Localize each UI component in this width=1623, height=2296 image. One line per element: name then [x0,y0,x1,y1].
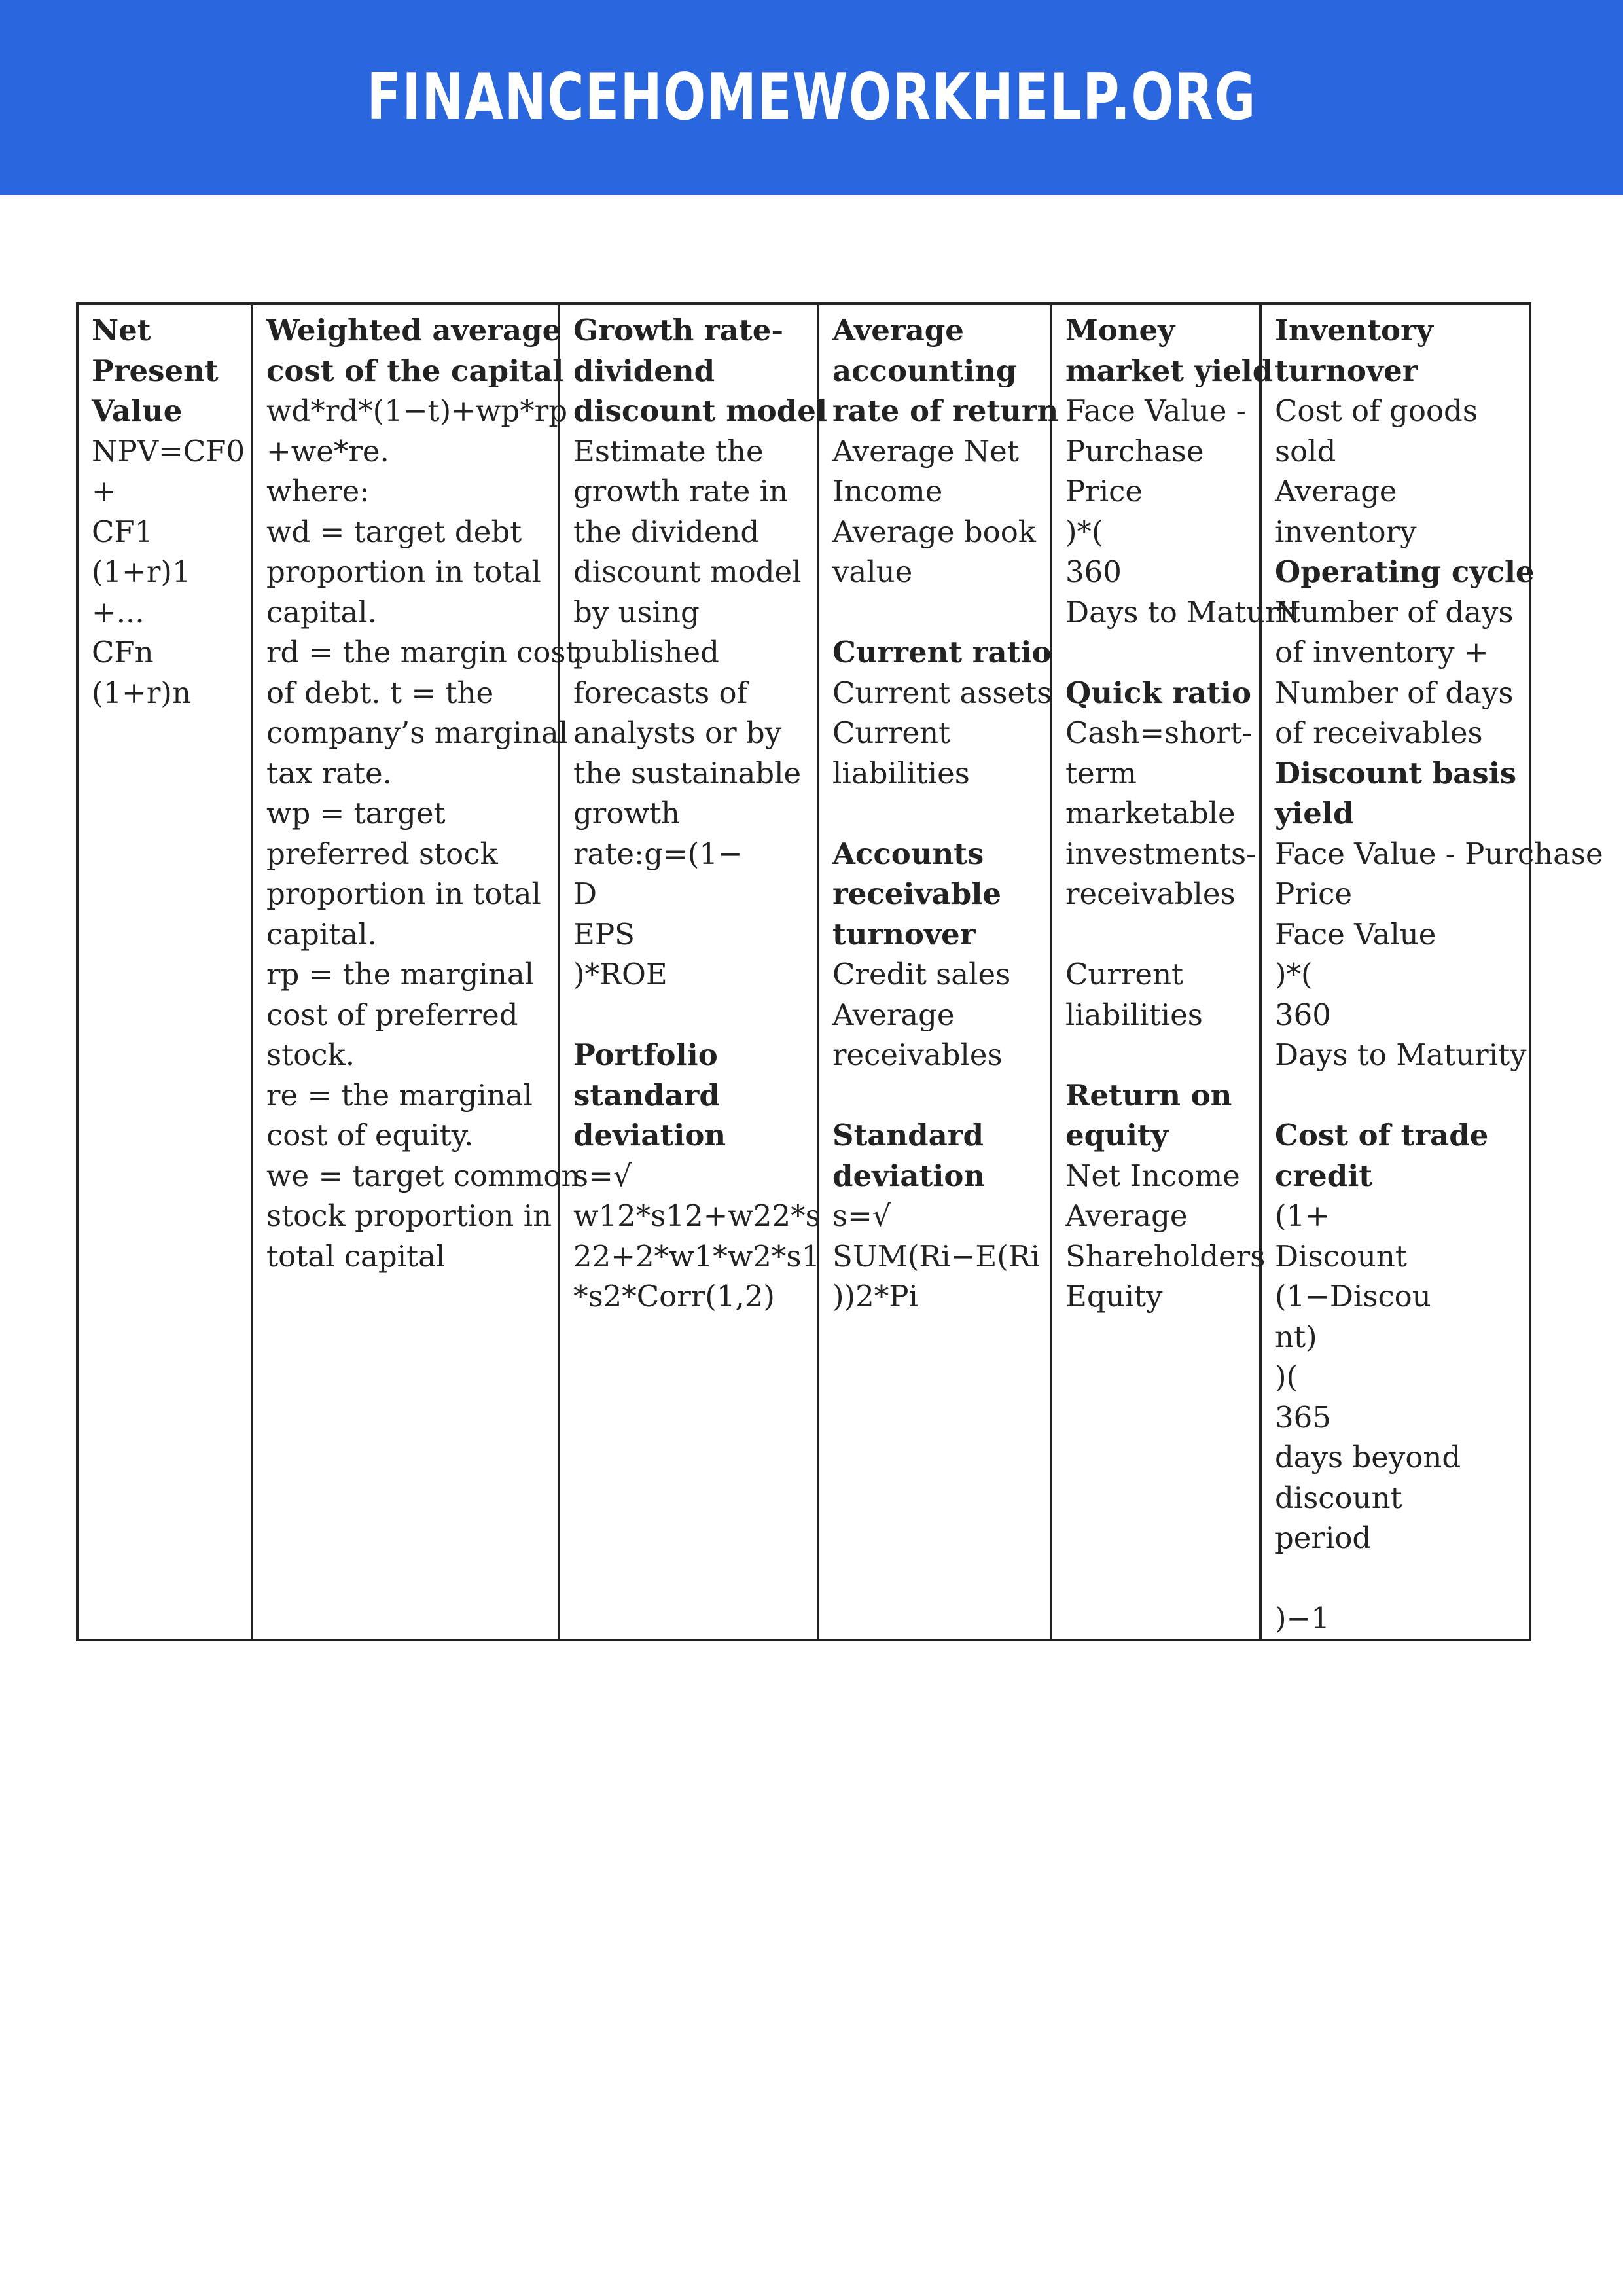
cell-line: Number of days [1275,675,1514,710]
cell-line: growth [573,796,680,831]
cell-heading: Present [92,353,219,388]
cell-line: Discount [1275,1238,1407,1274]
cell-line: )*( [1275,957,1313,992]
cell-heading: deviation [832,1158,986,1193]
cell-heading: Net [92,313,151,348]
cell-line: the sustainable [573,755,802,791]
cell-line: Purchase [1065,433,1204,469]
cell-line: receivables [1065,876,1236,911]
cell-line: wp = target [266,796,446,831]
cell-heading: market yield [1065,353,1274,388]
cell-heading: cost of the capital [266,353,564,388]
cell-line: discount model [573,554,802,589]
cell-heading: Growth rate- [573,313,784,348]
formula-table [76,302,1603,1641]
cell-line: of inventory + [1275,635,1489,670]
cell-line: published [573,635,719,670]
col-money-market-yield [1051,304,1301,1640]
cell-heading: Weighted average [266,313,562,348]
cell-heading: Average [832,313,964,348]
cell-line: inventory [1275,514,1417,549]
cell-line: total capital [266,1238,446,1274]
cell-heading: equity [1065,1118,1168,1153]
cell-spacer [1065,632,1259,673]
site-title: FINANCEHOMEWORKHELP.ORG [366,60,1257,135]
cell-line: 365 [1275,1399,1331,1435]
cell-line: stock proportion in [266,1198,552,1233]
cell-line: *s2*Corr(1,2) [573,1279,775,1314]
cell-heading: deviation [573,1118,726,1153]
cell-line: rd = the margin cost [266,635,578,670]
cell-heading: Cost of trade [1275,1118,1489,1153]
cell-spacer [832,1075,1050,1116]
cell-line: rate:g=(1− [573,836,743,871]
cell-heading: turnover [1275,353,1418,388]
cell-line: Current [1065,957,1184,992]
cell-line: )*ROE [573,957,668,992]
cell-line: Current [832,715,951,750]
cell-spacer [573,995,817,1035]
cell-line: (1−Discou [1275,1279,1431,1314]
cell-line: growth rate in [573,474,789,509]
cell-line: (1+r)n [92,675,191,710]
cell-line: proportion in total [266,876,541,911]
cell-line: +we*re. [266,433,389,469]
cell-line: s=√ [832,1198,891,1233]
cell-line: CF1 [92,514,154,549]
cell-heading: standard [573,1077,720,1113]
cell-heading: dividend [573,353,715,388]
cell-line: investments- [1065,836,1257,871]
cell-line: )( [1275,1359,1298,1394]
cell-line: preferred stock [266,836,498,871]
cell-spacer [1065,1035,1259,1075]
cell-line: stock. [266,1037,355,1072]
cell-line: Average [1275,474,1397,509]
cell-spacer [832,592,1050,633]
cell-line: tax rate. [266,755,392,791]
cell-line: )*( [1065,514,1103,549]
cell-line: +... [92,594,145,630]
cell-line: Average book [832,514,1037,549]
cell-line: EPS [573,916,635,952]
cell-spacer [1275,1075,1529,1116]
cell-line: company’s marginal [266,715,569,750]
cell-line: NPV=CF0 [92,433,245,469]
cell-line: Face Value - [1065,393,1246,428]
cell-line: analysts or by [573,715,782,750]
cell-line: Cost of goods [1275,393,1478,428]
cell-line: capital. [266,916,377,952]
cell-heading: Discount basis [1275,755,1517,791]
cell-heading: Inventory [1275,313,1433,348]
cell-line: + [92,474,116,509]
cell-heading: receivable [832,876,1001,911]
cell-line: w12*s12+w22*s [573,1198,821,1233]
cell-line: by using [573,594,700,630]
col-inventory-turnover [1260,304,1603,1640]
cell-heading: yield [1275,796,1354,831]
cell-line: we = target common [266,1158,580,1193]
cell-line: Credit sales [832,957,1011,992]
cell-heading: Operating cycle [1275,554,1535,589]
cell-line: of debt. t = the [266,675,494,710]
cell-heading: Return on [1065,1077,1232,1113]
cell-line: liabilities [832,755,970,791]
cell-line: CFn [92,635,154,670]
col-accounting-return [818,304,1059,1640]
cell-line: SUM(Ri−E(Ri [832,1238,1041,1274]
cell-heading: accounting [832,353,1017,388]
cell-heading: discount model [573,393,828,428]
cell-line: Price [1275,876,1353,911]
cell-line: s=√ [573,1158,632,1193]
cell-heading: Current ratio [832,635,1052,670]
cell-heading: Quick ratio [1065,675,1252,710]
cell-line: Face Value [1275,916,1436,952]
cell-line: Number of days [1275,594,1514,630]
cell-line: cost of preferred [266,997,518,1032]
cell-line: capital. [266,594,377,630]
cell-heading: rate of return [832,393,1059,428]
cell-spacer [1275,1558,1529,1599]
cell-line: wd*rd*(1−t)+wp*rp [266,393,568,428]
cell-line: D [573,876,597,911]
cell-line: Price [1065,474,1143,509]
cell-heading: Accounts [832,836,984,871]
table-row [77,304,1530,1640]
cell-line: Estimate the [573,433,764,469]
cell-line: sold [1275,433,1336,469]
cell-line: the dividend [573,514,760,549]
col-growth-rate [559,304,828,1640]
cell-heading: turnover [832,916,976,952]
cell-line: (1+ [1275,1198,1330,1233]
cell-line: Cash=short- [1065,715,1253,750]
cell-line: discount [1275,1480,1402,1515]
cell-line: period [1275,1520,1372,1555]
cell-line: Shareholders [1065,1238,1266,1274]
cell-heading: Portfolio [573,1037,718,1072]
col-net-present-value [77,304,252,1640]
cell-line: Average [1065,1198,1188,1233]
cell-line: forecasts of [573,675,748,710]
cell-line: Days to Maturit [1065,594,1301,630]
cell-line: re = the marginal [266,1077,533,1113]
cell-spacer [1065,914,1259,955]
cell-line: wd = target debt [266,514,522,549]
cell-heading: Standard [832,1118,984,1153]
cell-line: 360 [1065,554,1122,589]
cell-line: 22+2*w1*w2*s1 [573,1238,821,1274]
cell-line: Average Net [832,433,1019,469]
cell-line: days beyond [1275,1440,1461,1475]
cell-line: rp = the marginal [266,957,535,992]
cell-line: term [1065,755,1137,791]
cell-line: Income [832,474,943,509]
cell-line: nt) [1275,1319,1317,1354]
cell-line: where: [266,474,370,509]
cell-line: marketable [1065,796,1236,831]
cell-spacer [832,793,1050,834]
cell-line: of receivables [1275,715,1483,750]
cell-line: (1+r)1 [92,554,191,589]
cell-line: Net Income [1065,1158,1240,1193]
cell-line: liabilities [1065,997,1203,1032]
cell-line: 360 [1275,997,1331,1032]
cell-line: value [832,554,913,589]
cell-line: proportion in total [266,554,541,589]
cell-line: ))2*Pi [832,1279,918,1314]
cell-line: Face Value - Purchase [1275,836,1603,871]
cell-line: )−1 [1275,1601,1330,1636]
site-banner [0,0,1623,195]
cell-heading: Value [92,393,183,428]
col-weighted-average-cost [252,304,580,1640]
cell-line: Days to Maturity [1275,1037,1527,1072]
cell-heading: Money [1065,313,1175,348]
cell-line: Equity [1065,1279,1163,1314]
cell-line: receivables [832,1037,1003,1072]
cell-line: Current assets [832,675,1052,710]
cell-line: Average [832,997,955,1032]
cell-line: cost of equity. [266,1118,474,1153]
cell-heading: credit [1275,1158,1373,1193]
